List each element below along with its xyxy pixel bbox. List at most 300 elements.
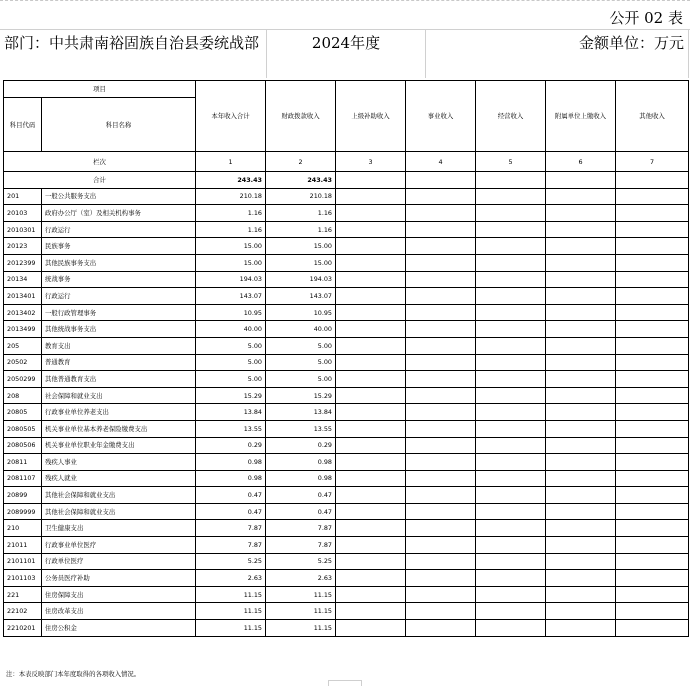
table-row <box>4 454 689 471</box>
subject-name: 住房改革支出 <box>42 603 196 620</box>
total-income: 2.63 <box>196 570 266 587</box>
fiscal-income: 15.00 <box>266 238 336 255</box>
empty-cell <box>476 420 546 437</box>
empty-cell <box>546 254 616 271</box>
table-row <box>4 487 689 504</box>
subject-name: 其他社会保障和就业支出 <box>42 503 196 520</box>
empty-cell <box>336 620 406 637</box>
subject-code: 20805 <box>4 404 42 421</box>
fiscal-income: 1.16 <box>266 221 336 238</box>
subject-code: 2210201 <box>4 620 42 637</box>
empty-cell <box>406 288 476 305</box>
total-income: 15.00 <box>196 254 266 271</box>
empty-cell <box>476 371 546 388</box>
column-header: 事业收入 <box>406 81 476 152</box>
column-header: 上级补助收入 <box>336 81 406 152</box>
empty-cell <box>336 304 406 321</box>
subject-name: 住房公积金 <box>42 620 196 637</box>
empty-cell <box>476 454 546 471</box>
empty-cell <box>406 470 476 487</box>
subject-name: 教育支出 <box>42 337 196 354</box>
empty-cell <box>616 487 689 504</box>
empty-cell <box>406 620 476 637</box>
total-income: 11.15 <box>196 586 266 603</box>
empty-cell <box>476 570 546 587</box>
empty-cell <box>336 553 406 570</box>
column-number: 1 <box>196 152 266 172</box>
empty-cell <box>616 387 689 404</box>
subject-name: 政府办公厅（室）及相关机构事务 <box>42 205 196 222</box>
empty-cell <box>406 221 476 238</box>
subject-code: 22102 <box>4 603 42 620</box>
empty-cell <box>476 620 546 637</box>
empty-cell <box>336 420 406 437</box>
table-row <box>4 503 689 520</box>
fiscal-income: 2.63 <box>266 570 336 587</box>
empty-cell <box>546 620 616 637</box>
form-id: 公开 02 表 <box>609 9 683 27</box>
empty-cell <box>546 354 616 371</box>
subject-code: 20502 <box>4 354 42 371</box>
empty-cell <box>546 553 616 570</box>
table-row <box>4 205 689 222</box>
empty-cell <box>616 188 689 205</box>
empty-cell <box>406 205 476 222</box>
empty-cell <box>406 420 476 437</box>
table-row <box>4 520 689 537</box>
fiscal-income: 40.00 <box>266 321 336 338</box>
empty-cell <box>546 188 616 205</box>
fiscal-income: 13.84 <box>266 404 336 421</box>
empty-cell <box>406 487 476 504</box>
subject-code: 20103 <box>4 205 42 222</box>
subject-code: 20123 <box>4 238 42 255</box>
empty-cell <box>476 354 546 371</box>
empty-cell <box>406 586 476 603</box>
total-income: 7.87 <box>196 537 266 554</box>
empty-cell <box>546 487 616 504</box>
empty-cell <box>616 304 689 321</box>
empty-cell <box>336 205 406 222</box>
table-row <box>4 354 689 371</box>
empty-cell <box>476 188 546 205</box>
total-income: 5.00 <box>196 371 266 388</box>
empty-cell <box>336 404 406 421</box>
subject-code: 2101103 <box>4 570 42 587</box>
subject-code: 2050299 <box>4 371 42 388</box>
column-number: 5 <box>476 152 546 172</box>
empty-cell <box>476 337 546 354</box>
empty-cell <box>546 420 616 437</box>
empty-cell <box>616 172 689 189</box>
subject-code: 2081107 <box>4 470 42 487</box>
fiscal-income: 11.15 <box>266 620 336 637</box>
total-row <box>4 172 689 189</box>
empty-cell <box>406 503 476 520</box>
empty-cell <box>406 172 476 189</box>
total-income: 194.03 <box>196 271 266 288</box>
column-number: 6 <box>546 152 616 172</box>
total-income: 143.07 <box>196 288 266 305</box>
column-header: 其他收入 <box>616 81 689 152</box>
empty-cell <box>616 520 689 537</box>
empty-cell <box>336 470 406 487</box>
column-number: 3 <box>336 152 406 172</box>
empty-cell <box>336 238 406 255</box>
empty-cell <box>406 371 476 388</box>
subject-code: 20899 <box>4 487 42 504</box>
empty-cell <box>616 205 689 222</box>
table-row <box>4 321 689 338</box>
empty-cell <box>476 221 546 238</box>
table-row <box>4 188 689 205</box>
subject-code: 2080506 <box>4 437 42 454</box>
total-income: 40.00 <box>196 321 266 338</box>
subject-code: 221 <box>4 586 42 603</box>
empty-cell <box>336 537 406 554</box>
total-income: 11.15 <box>196 620 266 637</box>
fiscal-income: 15.29 <box>266 387 336 404</box>
empty-cell <box>406 387 476 404</box>
empty-cell <box>616 371 689 388</box>
total-income: 5.25 <box>196 553 266 570</box>
empty-cell <box>336 271 406 288</box>
empty-cell <box>406 238 476 255</box>
empty-cell <box>336 603 406 620</box>
fiscal-income: 0.98 <box>266 470 336 487</box>
empty-cell <box>546 221 616 238</box>
total-income: 15.00 <box>196 238 266 255</box>
empty-cell <box>616 503 689 520</box>
fiscal-income: 13.55 <box>266 420 336 437</box>
subject-name: 其他普通教育支出 <box>42 371 196 388</box>
empty-cell <box>336 354 406 371</box>
column-header: 财政拨款收入 <box>266 81 336 152</box>
fiscal-income: 5.00 <box>266 354 336 371</box>
empty-cell <box>476 404 546 421</box>
total-label: 合计 <box>4 172 196 189</box>
empty-cell <box>616 288 689 305</box>
empty-cell <box>476 437 546 454</box>
footer-mark <box>328 680 362 686</box>
subject-code: 2013499 <box>4 321 42 338</box>
total-income: 0.47 <box>196 503 266 520</box>
empty-cell <box>406 520 476 537</box>
empty-cell <box>336 387 406 404</box>
empty-cell <box>406 553 476 570</box>
empty-cell <box>616 537 689 554</box>
fiscal-income: 1.16 <box>266 205 336 222</box>
empty-cell <box>406 337 476 354</box>
empty-cell <box>406 188 476 205</box>
empty-cell <box>406 537 476 554</box>
empty-cell <box>336 520 406 537</box>
department-label: 部门：中共肃南裕固族自治县委统战部 <box>4 34 260 52</box>
empty-cell <box>336 288 406 305</box>
empty-cell <box>616 221 689 238</box>
fiscal-income: 5.00 <box>266 371 336 388</box>
fiscal-income: 5.00 <box>266 337 336 354</box>
empty-cell <box>406 437 476 454</box>
table-row <box>4 337 689 354</box>
table-row <box>4 420 689 437</box>
empty-cell <box>546 520 616 537</box>
header-divider <box>266 30 267 78</box>
empty-cell <box>476 537 546 554</box>
empty-cell <box>616 404 689 421</box>
empty-cell <box>336 437 406 454</box>
table-row <box>4 570 689 587</box>
total-income: 0.98 <box>196 454 266 471</box>
empty-cell <box>476 387 546 404</box>
empty-cell <box>406 603 476 620</box>
subject-code: 205 <box>4 337 42 354</box>
empty-cell <box>616 354 689 371</box>
table-row <box>4 620 689 637</box>
empty-cell <box>546 470 616 487</box>
empty-cell <box>476 288 546 305</box>
fiscal-income: 0.29 <box>266 437 336 454</box>
empty-cell <box>546 205 616 222</box>
total-income: 0.98 <box>196 470 266 487</box>
subject-name: 行政单位医疗 <box>42 553 196 570</box>
column-header: 附属单位上缴收入 <box>546 81 616 152</box>
table-row <box>4 304 689 321</box>
empty-cell <box>476 520 546 537</box>
empty-cell <box>476 487 546 504</box>
table-row <box>4 470 689 487</box>
empty-cell <box>546 371 616 388</box>
empty-cell <box>476 586 546 603</box>
empty-cell <box>476 254 546 271</box>
fiscal-income: 15.00 <box>266 254 336 271</box>
total-income: 1.16 <box>196 205 266 222</box>
empty-cell <box>546 454 616 471</box>
table-row <box>4 238 689 255</box>
table-row <box>4 371 689 388</box>
empty-cell <box>336 570 406 587</box>
total-value: 243.43 <box>266 172 336 189</box>
empty-cell <box>616 454 689 471</box>
total-income: 7.87 <box>196 520 266 537</box>
total-income: 13.84 <box>196 404 266 421</box>
empty-cell <box>616 238 689 255</box>
subject-name: 一般行政管理事务 <box>42 304 196 321</box>
fiscal-income: 0.47 <box>266 487 336 504</box>
empty-cell <box>616 553 689 570</box>
subject-code: 2012399 <box>4 254 42 271</box>
empty-cell <box>546 271 616 288</box>
fiscal-income: 5.25 <box>266 553 336 570</box>
subject-code: 20134 <box>4 271 42 288</box>
table-row <box>4 221 689 238</box>
empty-cell <box>406 404 476 421</box>
table-row <box>4 404 689 421</box>
column-header: 本年收入合计 <box>196 81 266 152</box>
empty-cell <box>406 304 476 321</box>
table-row <box>4 254 689 271</box>
total-income: 10.95 <box>196 304 266 321</box>
empty-cell <box>616 620 689 637</box>
empty-cell <box>616 321 689 338</box>
total-income: 1.16 <box>196 221 266 238</box>
subject-name: 其他统战事务支出 <box>42 321 196 338</box>
empty-cell <box>546 603 616 620</box>
subject-name: 行政运行 <box>42 288 196 305</box>
empty-cell <box>476 470 546 487</box>
fiscal-income: 194.03 <box>266 271 336 288</box>
empty-cell <box>546 238 616 255</box>
empty-cell <box>406 254 476 271</box>
table-row <box>4 288 689 305</box>
empty-cell <box>336 337 406 354</box>
subject-name: 住房保障支出 <box>42 586 196 603</box>
subject-code: 20811 <box>4 454 42 471</box>
empty-cell <box>546 387 616 404</box>
fiscal-income: 7.87 <box>266 537 336 554</box>
table-row <box>4 537 689 554</box>
empty-cell <box>546 570 616 587</box>
fiscal-income: 10.95 <box>266 304 336 321</box>
empty-cell <box>616 586 689 603</box>
fiscal-income: 7.87 <box>266 520 336 537</box>
subject-name: 机关事业单位职业年金缴费支出 <box>42 437 196 454</box>
empty-cell <box>546 586 616 603</box>
empty-cell <box>546 537 616 554</box>
table-row <box>4 387 689 404</box>
empty-cell <box>546 503 616 520</box>
total-income: 11.15 <box>196 603 266 620</box>
empty-cell <box>476 321 546 338</box>
total-income: 5.00 <box>196 354 266 371</box>
subject-code: 2080505 <box>4 420 42 437</box>
empty-cell <box>616 420 689 437</box>
empty-cell <box>616 437 689 454</box>
empty-cell <box>616 254 689 271</box>
empty-cell <box>406 271 476 288</box>
empty-cell <box>476 271 546 288</box>
subject-name: 行政事业单位医疗 <box>42 537 196 554</box>
subject-code: 210 <box>4 520 42 537</box>
empty-cell <box>616 337 689 354</box>
subject-name: 机关事业单位基本养老保险缴费支出 <box>42 420 196 437</box>
subject-name: 公务员医疗补助 <box>42 570 196 587</box>
subject-name: 其他民族事务支出 <box>42 254 196 271</box>
total-income: 15.29 <box>196 387 266 404</box>
empty-cell <box>476 304 546 321</box>
subject-code: 2013401 <box>4 288 42 305</box>
table-row <box>4 437 689 454</box>
subject-name: 行政运行 <box>42 221 196 238</box>
empty-cell <box>476 172 546 189</box>
column-number: 7 <box>616 152 689 172</box>
subject-code: 2013402 <box>4 304 42 321</box>
subject-code: 201 <box>4 188 42 205</box>
empty-cell <box>546 172 616 189</box>
subject-name: 统战事务 <box>42 271 196 288</box>
empty-cell <box>546 288 616 305</box>
code-header: 科目代码 <box>4 98 42 152</box>
empty-cell <box>336 371 406 388</box>
column-number: 4 <box>406 152 476 172</box>
empty-cell <box>546 337 616 354</box>
table-note: 注：本表反映部门本年度取得的各项收入情况。 <box>6 670 141 678</box>
table-row <box>4 603 689 620</box>
empty-cell <box>546 437 616 454</box>
table-row <box>4 586 689 603</box>
total-income: 0.47 <box>196 487 266 504</box>
total-value: 243.43 <box>196 172 266 189</box>
empty-cell <box>336 254 406 271</box>
total-income: 5.00 <box>196 337 266 354</box>
empty-cell <box>616 470 689 487</box>
empty-cell <box>476 503 546 520</box>
subject-code: 21011 <box>4 537 42 554</box>
table-row <box>4 271 689 288</box>
fiscal-income: 11.15 <box>266 586 336 603</box>
subject-name: 行政事业单位养老支出 <box>42 404 196 421</box>
unit-label: 金额单位：万元 <box>578 34 684 52</box>
subject-code: 2101101 <box>4 553 42 570</box>
column-number: 2 <box>266 152 336 172</box>
empty-cell <box>476 603 546 620</box>
column-header: 经营收入 <box>476 81 546 152</box>
empty-cell <box>336 188 406 205</box>
subject-name: 卫生健康支出 <box>42 520 196 537</box>
subject-name: 民族事务 <box>42 238 196 255</box>
empty-cell <box>336 172 406 189</box>
empty-cell <box>336 321 406 338</box>
header-divider <box>688 30 689 78</box>
empty-cell <box>336 586 406 603</box>
subject-name: 一般公共服务支出 <box>42 188 196 205</box>
name-header: 科目名称 <box>42 98 196 152</box>
empty-cell <box>336 221 406 238</box>
income-table <box>3 80 689 637</box>
subject-code: 208 <box>4 387 42 404</box>
table-row <box>4 553 689 570</box>
subject-code: 2010301 <box>4 221 42 238</box>
empty-cell <box>546 321 616 338</box>
total-income: 210.18 <box>196 188 266 205</box>
subject-name: 其他社会保障和就业支出 <box>42 487 196 504</box>
total-income: 0.29 <box>196 437 266 454</box>
empty-cell <box>476 238 546 255</box>
empty-cell <box>616 570 689 587</box>
empty-cell <box>476 205 546 222</box>
subject-name: 残疾人就业 <box>42 470 196 487</box>
empty-cell <box>336 454 406 471</box>
group-header: 项目 <box>4 81 196 98</box>
empty-cell <box>336 503 406 520</box>
empty-cell <box>616 271 689 288</box>
empty-cell <box>616 603 689 620</box>
index-label: 栏次 <box>4 152 196 172</box>
fiscal-income: 0.98 <box>266 454 336 471</box>
empty-cell <box>546 404 616 421</box>
subject-name: 社会保障和就业支出 <box>42 387 196 404</box>
empty-cell <box>406 570 476 587</box>
empty-cell <box>406 454 476 471</box>
year-label: 2024年度 <box>311 34 381 52</box>
fiscal-income: 210.18 <box>266 188 336 205</box>
empty-cell <box>546 304 616 321</box>
top-border <box>0 0 690 1</box>
empty-cell <box>476 553 546 570</box>
fiscal-income: 11.15 <box>266 603 336 620</box>
fiscal-income: 143.07 <box>266 288 336 305</box>
fiscal-income: 0.47 <box>266 503 336 520</box>
